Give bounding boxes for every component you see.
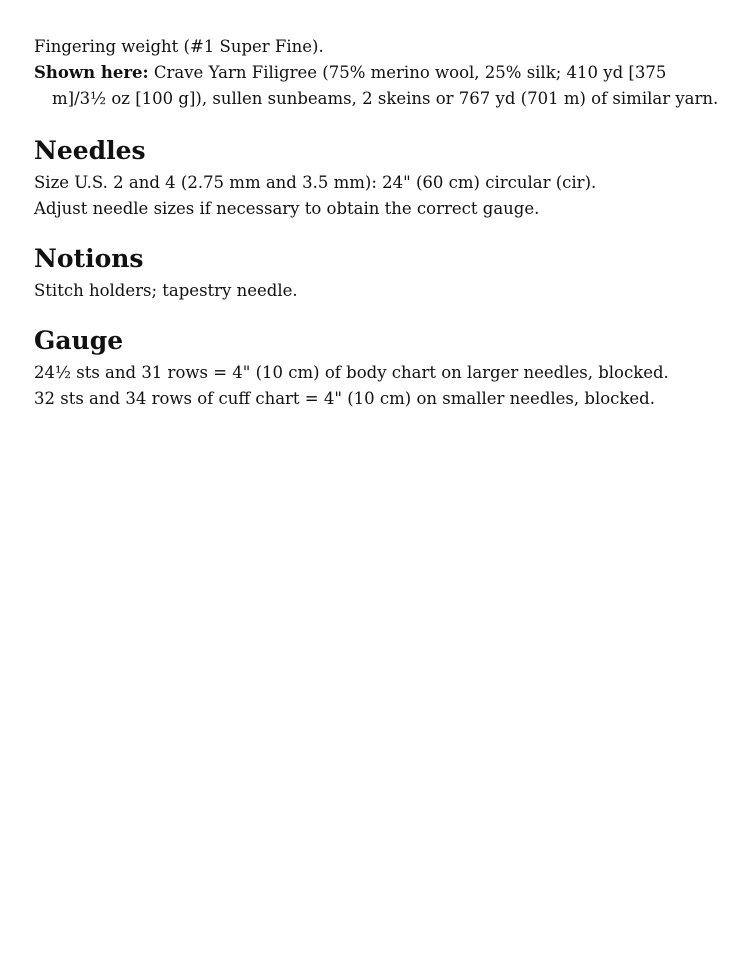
yarn-weight-line: Fingering weight (#1 Super Fine). — [34, 37, 324, 56]
needles-section — [34, 136, 724, 222]
yarn-section — [34, 34, 724, 112]
shown-here-line — [34, 60, 724, 112]
gauge-heading: Gauge — [34, 326, 124, 355]
notions-section — [34, 244, 724, 304]
needles-heading: Needles — [34, 136, 146, 165]
gauge-cuff-line: 32 sts and 34 rows of cuff chart = 4" (10 cm) on smaller needles, blocked. — [34, 389, 655, 408]
needles-adjust-line: Adjust needle sizes if necessary to obtain the correct gauge. — [34, 199, 540, 218]
shown-here-text: Crave Yarn Filigree (75% merino wool, 25% silk; 410 yd [375 m]/3½ oz [100 g]), sullen sunbeams, 2 skeins or 767 yd (701 m) of similar yarn. — [52, 63, 719, 108]
notions-line: Stitch holders; tapestry needle. — [34, 281, 298, 300]
needles-size-line: Size U.S. 2 and 4 (2.75 mm and 3.5 mm): 24" (60 cm) circular (cir). — [34, 173, 597, 192]
gauge-section — [34, 326, 724, 412]
shown-here-label: Shown here: — [34, 63, 149, 82]
gauge-body-line: 24½ sts and 31 rows = 4" (10 cm) of body chart on larger needles, blocked. — [34, 363, 669, 382]
notions-heading: Notions — [34, 244, 144, 273]
pattern-materials-page — [34, 34, 724, 412]
